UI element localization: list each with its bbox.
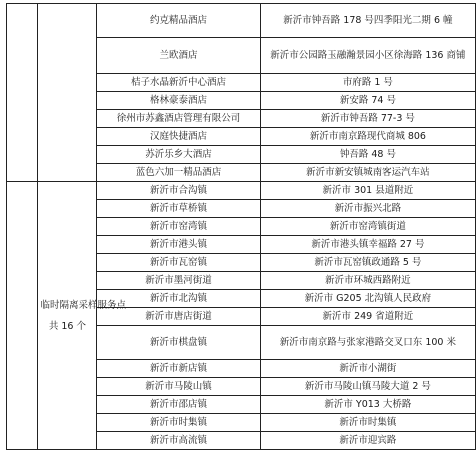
site-address: 新沂市 Y013 大桥路 [260,396,475,414]
category-cell [38,182,126,450]
site-name: 汉庭快捷酒店 [97,128,260,146]
site-address: 新沂市公园路玉融瀚景园小区徐海路 136 商铺 [260,38,475,74]
category-count: 共 16 个 [48,320,86,332]
site-name: 新沂市马陵山镇 [97,378,260,396]
site-name: 新沂市瓦窑镇 [97,254,260,272]
site-name: 徐州市苏鑫酒店管理有限公司 [97,110,260,128]
sampling-sites-table [6,3,476,450]
site-address: 新沂市新安镇城南客运汽车站 [260,164,475,182]
site-name: 桔子水晶新沂中心酒店 [97,74,260,92]
site-address: 新沂市马陵山镇马陵大道 2 号 [260,378,475,396]
site-name: 新沂市合沟镇 [97,182,260,200]
site-name: 新沂市高流镇 [97,432,260,450]
site-name: 新沂市时集镇 [97,414,260,432]
site-name: 新沂市窑湾镇 [97,218,260,236]
site-address: 新沂市窑湾镇街道 [260,218,475,236]
site-address: 新沂市港头镇幸福路 27 号 [260,236,475,254]
site-address: 新沂市钟吾路 178 号四季阳光二期 6 幢 [260,4,475,38]
site-address: 新沂市时集镇 [260,414,475,432]
site-address: 新沂市南京路与张家港路交叉口东 100 米 [260,326,475,360]
category-label: 临时隔离采样服务点 [40,299,126,311]
site-address: 新沂市迎宾路 [260,432,475,450]
site-address: 钟吾路 48 号 [260,146,475,164]
site-address: 新安路 74 号 [260,92,475,110]
site-name: 兰欧酒店 [97,38,260,74]
site-name: 新沂市邵店镇 [97,396,260,414]
site-address: 新沂市环城西路附近 [260,272,475,290]
site-address: 新沂市振兴北路 [260,200,475,218]
site-name: 苏沂乐乡大酒店 [97,146,260,164]
leftmost-cell [7,4,38,182]
table-row [7,182,476,200]
site-address: 新沂市 301 县道附近 [260,182,475,200]
site-address: 新沂市 G205 北沟镇人民政府 [260,290,475,308]
site-name: 新沂市唐店街道 [97,308,260,326]
site-name: 新沂市草桥镇 [97,200,260,218]
site-address: 新沂市钟吾路 77-3 号 [260,110,475,128]
site-name: 新沂市棋盘镇 [97,326,260,360]
site-name: 新沂市新店镇 [97,360,260,378]
site-name: 约克精品酒店 [97,4,260,38]
site-address: 新沂市瓦窑镇政通路 5 号 [260,254,475,272]
site-name: 新沂市墨河街道 [97,272,260,290]
site-address: 新沂市 249 省道附近 [260,308,475,326]
site-address: 新沂市小湖街 [260,360,475,378]
site-name: 蓝色六加一精品酒店 [97,164,260,182]
table-row [7,4,476,38]
site-name: 新沂市北沟镇 [97,290,260,308]
category-cell [38,4,97,182]
site-address: 新沂市南京路现代商城 806 [260,128,475,146]
site-name: 格林豪泰酒店 [97,92,260,110]
leftmost-cell [7,182,38,450]
site-address: 市府路 1 号 [260,74,475,92]
site-name: 新沂市港头镇 [97,236,260,254]
